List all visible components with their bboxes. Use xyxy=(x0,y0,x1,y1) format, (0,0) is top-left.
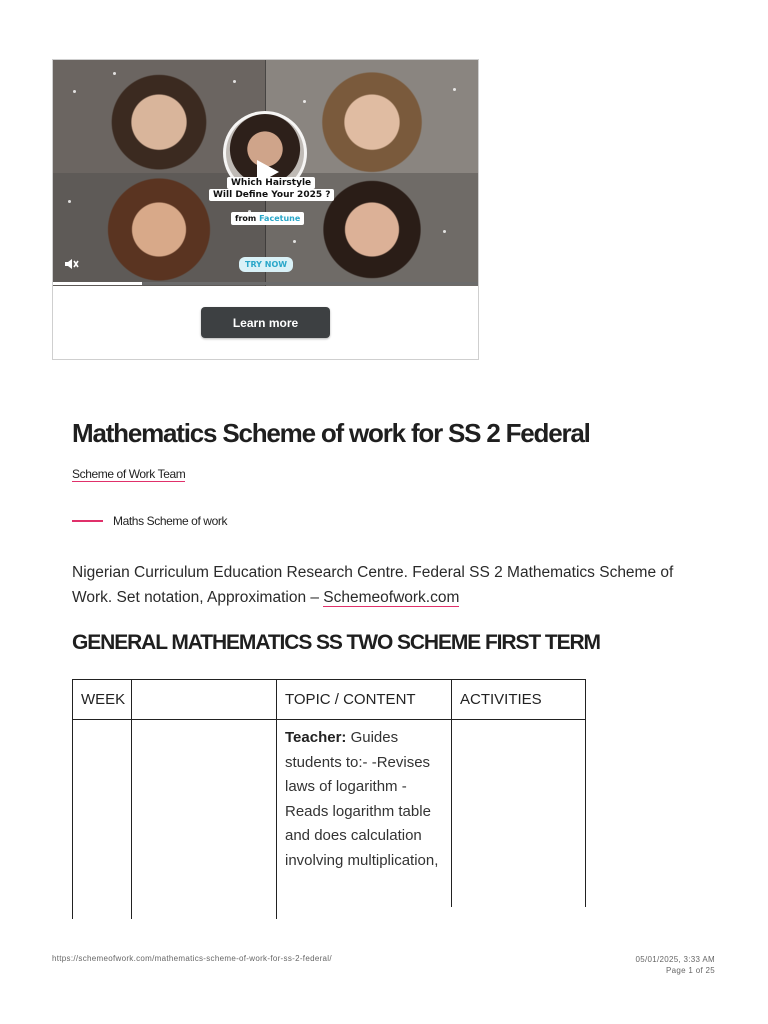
header-week: WEEK xyxy=(72,679,132,720)
header-activities: ACTIVITIES xyxy=(451,679,586,720)
header-blank xyxy=(131,679,277,720)
cell-topic xyxy=(276,719,452,907)
category-divider xyxy=(72,520,103,522)
ad-try-now[interactable]: TRY NOW xyxy=(239,257,293,272)
footer-page: Page 1 of 25 xyxy=(666,966,715,975)
sparkle xyxy=(453,88,456,91)
footer-datetime: 05/01/2025, 3:33 AM xyxy=(635,955,715,964)
sparkle xyxy=(68,200,71,203)
sparkle xyxy=(113,72,116,75)
sparkle xyxy=(303,100,306,103)
sparkle xyxy=(233,80,236,83)
footer-meta xyxy=(635,954,715,976)
ad-video[interactable] xyxy=(53,60,478,286)
intro-text: Nigerian Curriculum Education Research Centre. Federal SS 2 Mathematics Scheme of Work. Set notation, Approximation – xyxy=(72,564,674,606)
header-topic: TOPIC / CONTENT xyxy=(276,679,452,720)
article-title: Mathematics Scheme of work for SS 2 Federal xyxy=(72,418,590,448)
cell-week xyxy=(72,719,132,919)
learn-more-button[interactable]: Learn more xyxy=(201,307,330,338)
intro-link[interactable]: Schemeofwork.com xyxy=(323,589,460,606)
sparkle xyxy=(293,240,296,243)
cell-col2 xyxy=(131,719,277,919)
video-progress-fill xyxy=(53,282,142,285)
topic-text: Guides students to:- -Revises laws of logarithm - Reads logarithm table and does calculation involving multiplication, xyxy=(285,729,439,869)
sparkle xyxy=(73,90,76,93)
ad-headline-line1: Which Hairstyle xyxy=(227,177,315,189)
topic-bold-label: Teacher: xyxy=(285,729,347,746)
section-heading: GENERAL MATHEMATICS SS TWO SCHEME FIRST TERM xyxy=(72,631,600,654)
intro-paragraph xyxy=(72,560,692,610)
video-progress-bar[interactable] xyxy=(53,282,478,285)
category-link[interactable]: Maths Scheme of work xyxy=(113,514,228,528)
ad-brand-tag xyxy=(231,212,304,225)
author-link[interactable]: Scheme of Work Team xyxy=(72,467,186,481)
ad-from-prefix: from xyxy=(235,214,257,223)
cell-activities xyxy=(451,719,586,907)
sparkle xyxy=(443,230,446,233)
mute-icon[interactable] xyxy=(63,256,79,272)
advertisement[interactable] xyxy=(52,59,479,360)
footer-url: https://schemeofwork.com/mathematics-scheme-of-work-for-ss-2-federal/ xyxy=(52,954,332,963)
ad-headline-line2: Will Define Your 2025 ? xyxy=(209,189,334,201)
ad-brand-name: Facetune xyxy=(259,214,301,223)
